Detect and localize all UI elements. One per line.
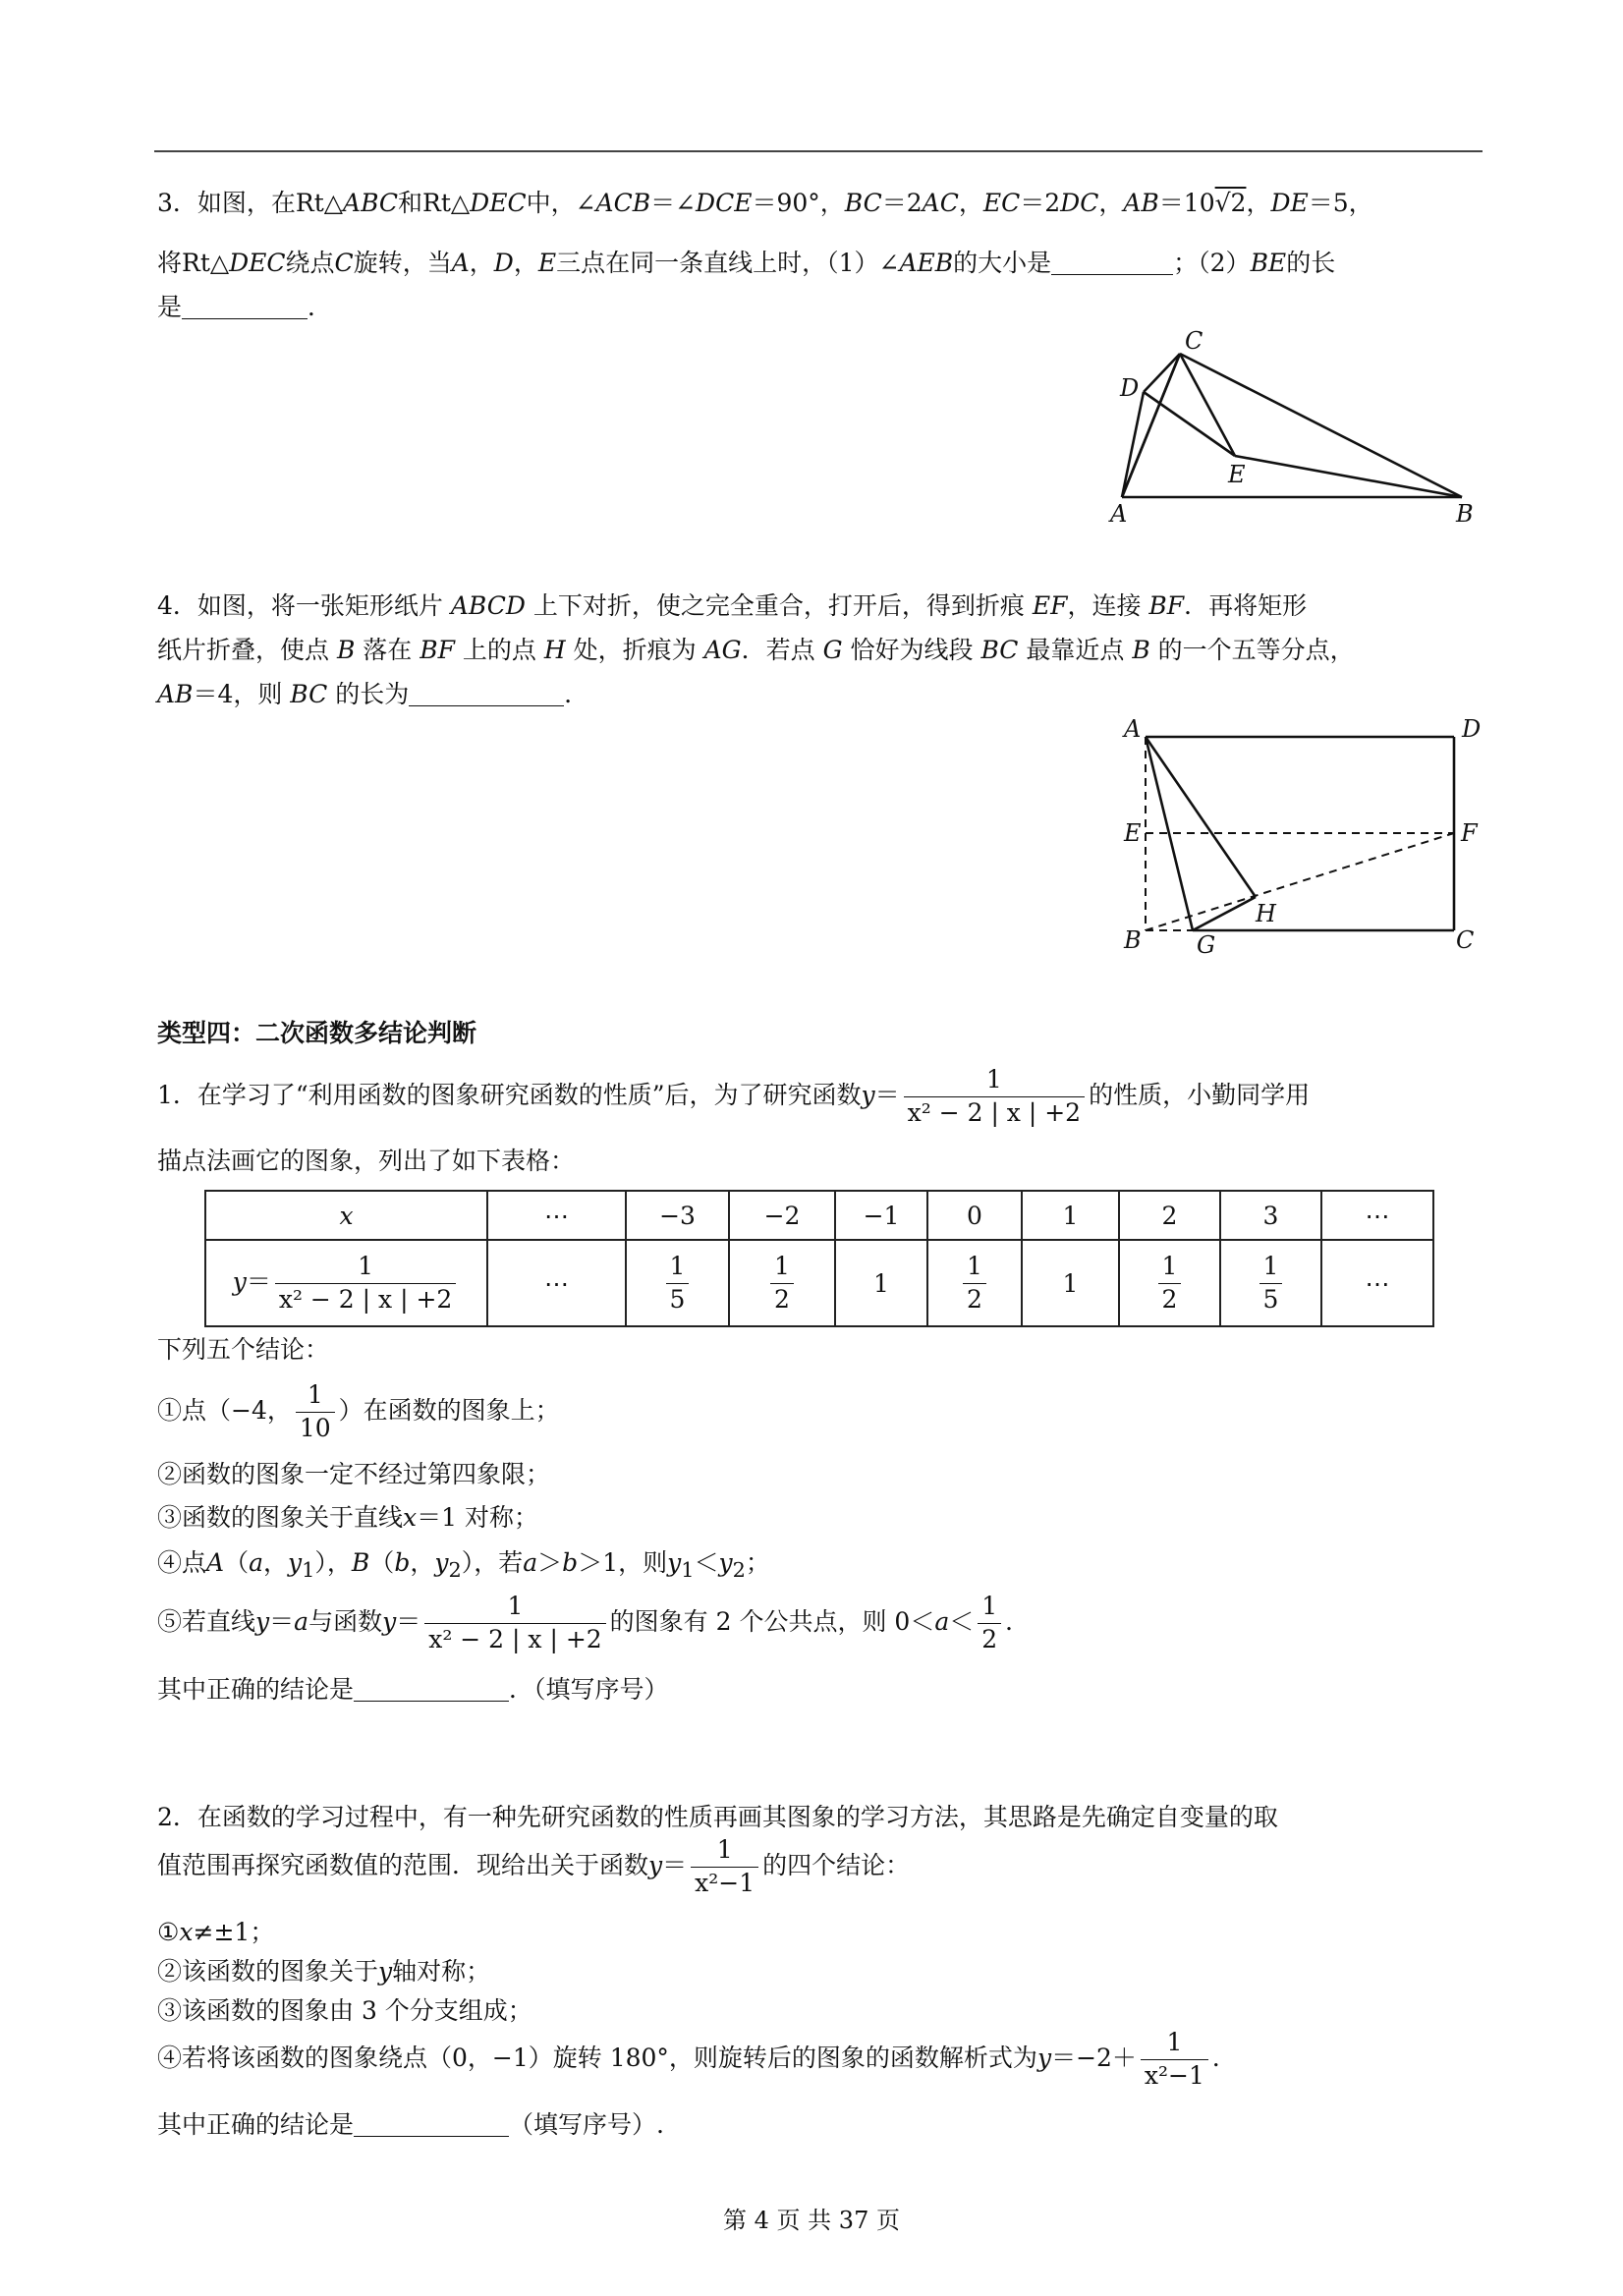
q3-line-2: 将Rt△DEC绕点C旋转，当A，D，E三点在同一条直线上时，（1）∠AEB的大小是 ；（2）BE的长 [157,249,1336,277]
label-E: E [1124,819,1142,847]
label-A: A [1124,717,1142,743]
q3-line-3: 是 ． [157,293,333,321]
answer-blank[interactable] [1051,249,1173,275]
label-C: C [1456,926,1475,954]
section-title: 类型四：二次函数多结论判断 [157,1019,477,1047]
p1-answer: 其中正确的结论是 ．（填写序号） [157,1675,669,1704]
rectangle-fold-figure [1110,717,1493,963]
values-table [204,1190,1434,1327]
p2-answer: 其中正确的结论是 （填写序号）. [157,2110,664,2139]
label-A: A [1110,500,1128,528]
answer-blank[interactable] [182,293,308,319]
label-E: E [1228,461,1246,488]
fraction: $\frac{1}{\text{x² − 2 | x | +2}}$ [904,1066,1085,1128]
p2-conclusion-2: ②该函数的图象关于y轴对称； [157,1957,491,1986]
triangle-figure [1100,329,1493,535]
p1-intro: 下列五个结论： [157,1335,330,1364]
answer-blank[interactable] [409,680,564,706]
q4-line-3: AB＝4，则 BC 的长为 ． [157,680,589,708]
p2-conclusion-4: ④若将该函数的图象绕点（0，−1）旋转 180°，则旋转后的图象的函数解析式为y＝−2＋ $\frac{1}{\text{x²−1}}$ ． [157,2028,1237,2090]
label-C: C [1185,329,1203,355]
q4-line-1: 4．如图，将一张矩形纸片 ABCD 上下对折，使之完全重合，打开后，得到折痕 EF，连接 BF．再将矩形 [157,591,1308,620]
p2-line-1: 2．在函数的学习过程中，有一种先研究函数的性质再画其图象的学习方法，其思路是先确定自变量的取 [157,1803,1278,1831]
q4-line-2: 纸片折叠，使点 B 落在 BF 上的点 H 处，折痕为 AG．若点 G 恰好为线段 BC 最靠近点 B 的一个五等分点， [157,636,1355,664]
table-row: y＝ $\frac{1}{\text{x² − 2 | x | +2}}$ ⋯ $\frac{1}{5}$ $\frac{1}{2}$ 1 $\frac{1}{2}$ 1 $\frac{1}{2}$ $\frac{1}{5}$ ⋯ [205,1240,1433,1326]
label-B: B [1124,926,1142,954]
answer-blank[interactable] [354,1675,509,1702]
header-rule [154,150,1483,152]
page-number: 第 4 页 共 37 页 [723,2207,900,2234]
label-H: H [1256,900,1276,927]
answer-blank[interactable] [354,2110,509,2137]
label-D: D [1462,717,1482,743]
p2-conclusion-1: ①x≠±1； [157,1918,275,1946]
p1-line-2: 描点法画它的图象，列出了如下表格： [157,1147,576,1175]
q3-line-1: 3．如图，在Rt△ABC和Rt△DEC中，∠ACB＝∠DCE＝90°，BC＝2AC，EC＝2DC，AB＝10√2，DE＝5， [157,189,1373,217]
p2-line-2: 值范围再探究函数值的范围．现给出关于函数y＝ $\frac{1}{\text{x²−1}}$ 的四个结论： [157,1835,911,1897]
p1-conclusion-3: ③函数的图象关于直线x＝1 对称； [157,1503,538,1532]
p1-line-1: 1．在学习了“利用函数的图象研究函数的性质”后，为了研究函数y＝ $\frac{1}{\text{x² − 2 | x | +2}}$ 的性质，小勤同学用 [157,1065,1311,1127]
p2-conclusion-3: ③该函数的图象由 3 个分支组成； [157,1996,532,2025]
table-row: x ⋯ −3 −2 −1 0 1 2 3 ⋯ [205,1191,1433,1240]
p1-conclusion-5: ⑤若直线y＝a与函数y＝ $\frac{1}{\text{x² − 2 | x | +2}}$ 的图象有 2 个公共点，则 0＜a＜ $\frac{1}{2}$ ． [157,1592,1031,1653]
p1-conclusion-2: ②函数的图象一定不经过第四象限； [157,1460,551,1488]
label-B: B [1456,500,1474,528]
p1-conclusion-4: ④点A（a，$y_1$），B（b，$y_2$），若a＞b＞1，则$y_1<y_2$； [157,1548,770,1582]
label-G: G [1197,931,1216,959]
label-F: F [1461,819,1478,847]
label-D: D [1120,374,1140,402]
p1-conclusion-1: ①点（−4， $\frac{1}{10}$ ）在函数的图象上； [157,1380,560,1442]
